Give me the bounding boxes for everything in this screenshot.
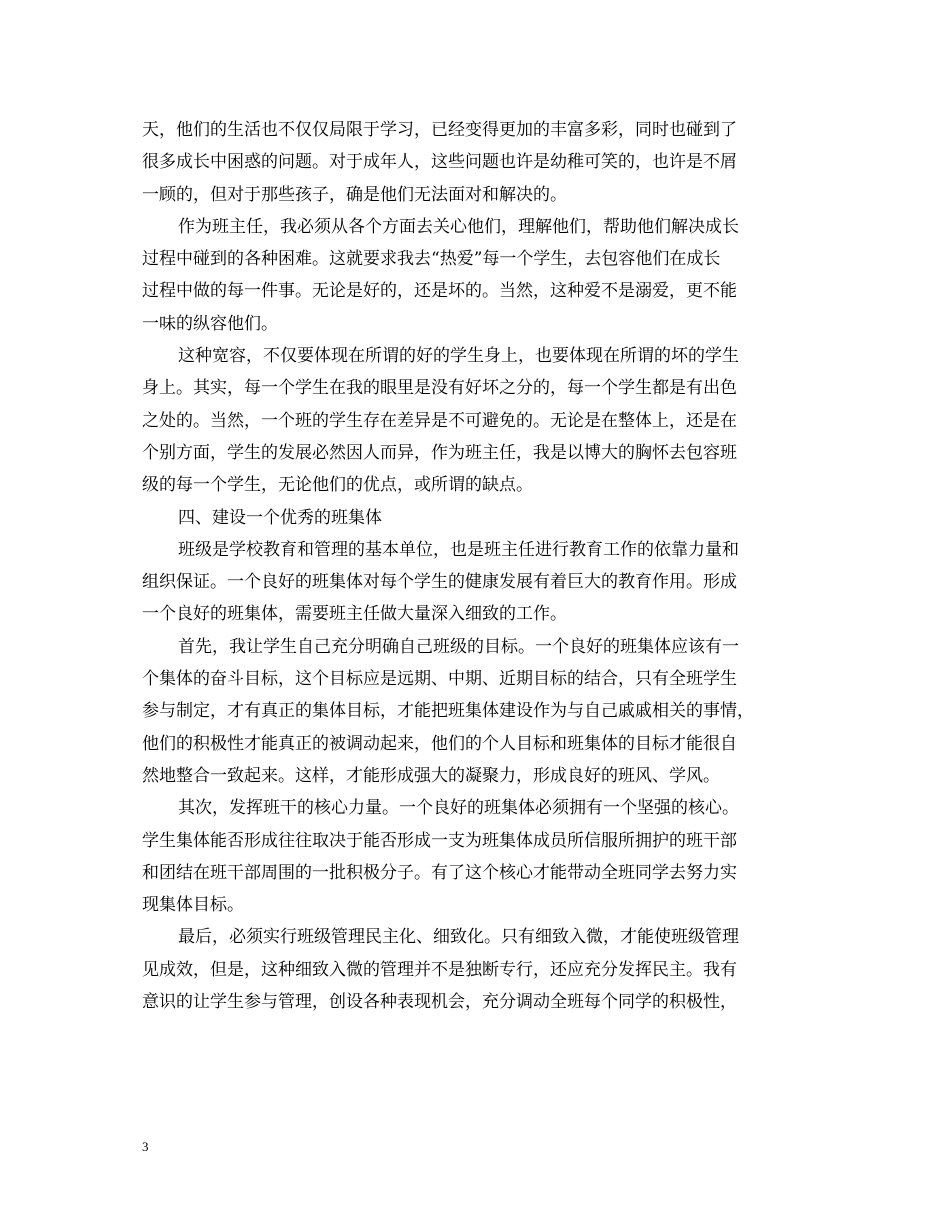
text-line: 之处的。当然，一个班的学生存在差异是不可避免的。无论是在整体上，还是在 bbox=[142, 410, 737, 431]
text-line: 身上。其实，每一个学生在我的眼里是没有好坏之分的，每一个学生都是有出色 bbox=[142, 378, 737, 399]
text-line: 组织保证。一个良好的班集体对每个学生的健康发展有着巨大的教育作用。形成 bbox=[142, 572, 737, 593]
text-line: 参与制定，才有真正的集体目标，才能把班集体建设作为与自己戚戚相关的事情， bbox=[142, 701, 754, 722]
text-line: 个别方面，学生的发展必然因人而异，作为班主任，我是以博大的胸怀去包容班 bbox=[142, 442, 737, 463]
text-line: 和团结在班干部周围的一批积极分子。有了这个核心才能带动全班同学去努力实 bbox=[142, 862, 737, 883]
text-line: 过程中碰到的各种困难。这就要求我去“热爱”每一个学生，去包容他们在成长 bbox=[142, 249, 721, 270]
text-line: 很多成长中困惑的问题。对于成年人，这些问题也许是幼稚可笑的，也许是不屑 bbox=[142, 152, 737, 173]
text-line: 天，他们的生活也不仅仅局限于学习，已经变得更加的丰富多彩，同时也碰到了 bbox=[142, 120, 737, 140]
text-line: 他们的积极性才能真正的被调动起来，他们的个人目标和班集体的目标才能很自 bbox=[142, 733, 737, 754]
text-line: 首先，我让学生自己充分明确自己班级的目标。一个良好的班集体应该有一 bbox=[178, 636, 739, 657]
text-line: 班级是学校教育和管理的基本单位，也是班主任进行教育工作的依靠力量和 bbox=[178, 539, 739, 560]
text-line: 四、建设一个优秀的班集体 bbox=[178, 507, 382, 528]
text-line: 最后，必须实行班级管理民主化、细致化。只有细致入微，才能使班级管理 bbox=[178, 927, 739, 948]
body-text bbox=[142, 114, 810, 1018]
text-line: 一味的纵容他们。 bbox=[142, 313, 278, 334]
text-line: 学生集体能否形成往往取决于能否形成一支为班集体成员所信服所拥护的班干部 bbox=[142, 830, 737, 851]
text-line: 现集体目标。 bbox=[142, 895, 244, 916]
text-line: 见成效，但是，这种细致入微的管理并不是独断专行，还应充分发挥民主。我有 bbox=[142, 959, 737, 980]
text-line: 然地整合一致起来。这样，才能形成强大的凝聚力，形成良好的班风、学风。 bbox=[142, 765, 720, 786]
text-line: 其次，发挥班干的核心力量。一个良好的班集体必须拥有一个坚强的核心。 bbox=[178, 798, 739, 819]
page-number: 3 bbox=[142, 1139, 149, 1154]
text-line: 个集体的奋斗目标，这个目标应是远期、中期、近期目标的结合，只有全班学生 bbox=[142, 669, 737, 690]
text-line: 这种宽容，不仅要体现在所谓的好的学生身上，也要体现在所谓的坏的学生 bbox=[178, 346, 739, 367]
text-line: 作为班主任，我必须从各个方面去关心他们，理解他们，帮助他们解决成长 bbox=[178, 216, 739, 237]
text-line: 一顾的，但对于那些孩子，确是他们无法面对和解决的。 bbox=[142, 184, 567, 205]
text-line: 级的每一个学生，无论他们的优点，或所谓的缺点。 bbox=[142, 475, 533, 496]
text-line: 过程中做的每一件事。无论是好的，还是坏的。当然，这种爱不是溺爱，更不能 bbox=[142, 281, 737, 302]
text-line: 意识的让学生参与管理，创设各种表现机会，充分调动全班每个同学的积极性， bbox=[142, 992, 737, 1013]
text-line: 一个良好的班集体，需要班主任做大量深入细致的工作。 bbox=[142, 604, 567, 625]
